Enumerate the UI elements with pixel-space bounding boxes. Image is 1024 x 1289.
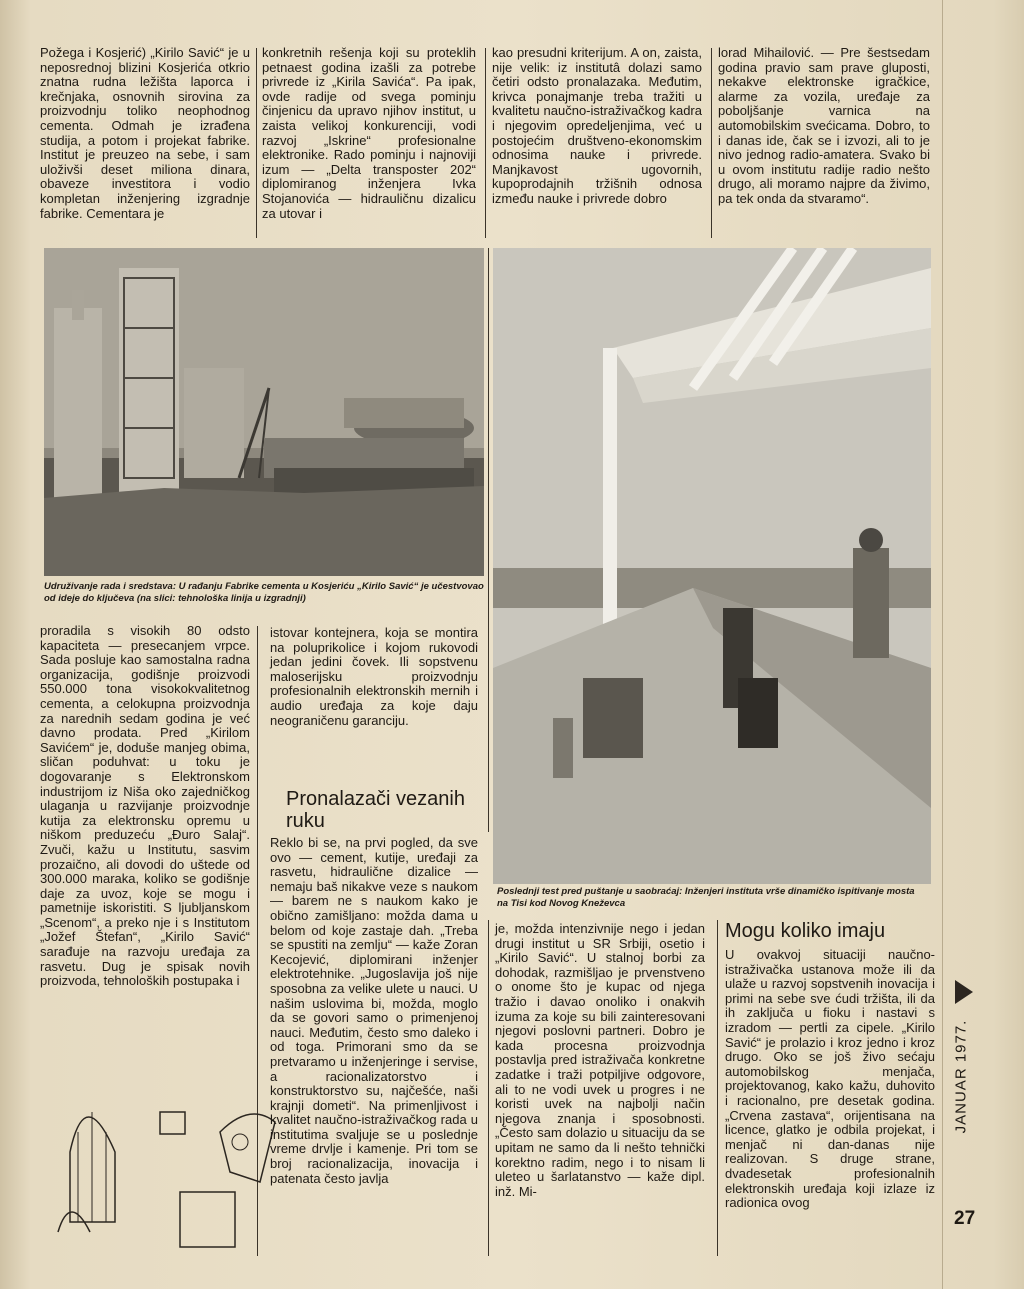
issue-date: JANUAR 1977. — [952, 1019, 970, 1134]
cartoon-illustration — [40, 1072, 285, 1252]
column-4-bottom: U ovakvoj situaciji naučno-istraživačka ustanova može ili da ulaže u razvoj sopstvenih inovacija i primi na sebe sve ćudi tržišta, ili da ih zaključa u fioku i nastavi s izradom — pertli za cipele. „Kirilo Savić“ je prolazio i kroz jedno i kroz drugo. Oko se još živo sećaju automobilskog menjača, projektovanog, kako kažu, duhovito i racionalno, pre desetak godina. „Crvena zastava“, orijentisana na licence, glatko je odbila projekat, i menjač ni dan-danas nije realizovan. S druge strane, dvadesetak profesionalnih elektronskih uređaja koji izlaze iz radionica ovog — [725, 947, 935, 1211]
cement-factory-photo — [44, 248, 484, 576]
column-4-top: lorad Mihailović. — Pre šestsedam godina pravio sam prave gluposti, nekakve elektronske igračkice, alarme za vozila, uređaje za poboljšanje varnica na automobilskim svećicama. Dobro, to i danas ide, čak se i izvozi, ali to je nivo jednog radio-amatera. Svako bi u ovom institutu radije radio nešto drugo, ali moramo najpre da živimo, pa tek onda da stvaramo“. — [718, 45, 930, 206]
column-rule — [485, 48, 486, 238]
bridge-test-photo — [493, 248, 931, 884]
column-1-bottom: proradila s visokih 80 odsto kapaciteta — presecanjem vrpce. Sada posluje kao samostalna radna organizacija, godišnje proizvodi 550.000 tona visokokvalitetnog cementa, a celokupna proizvodnja za narednih sedam godina je već davno prodata. Pred „Kirilom Savićem“ je, doduše manjeg obima, sličan poduhvat: u toku je dogovaranje s Elektronskom industrijom iz Niša oko zajedničkog ulaganja u razvijanje proizvodnje kutija za elektronsku opremu u niškom preduzeću „Đuro Salaj“. Zvuči, kažu u Institutu, sasvim prozaično, ali dovodi do uštede od 300.000 maraka, koliko se godišnje daje za uvoz, koje se mogu i pametnije iskoristiti. S ljubljanskom „Scenom“, a preko nje i s Institutom „Jožef Štefan“, „Kirilo Savić“ sarađuje na razvoju uređaja za rasvetu. Dug je spisak novih proizvoda, tehnoloških postupaka i — [40, 623, 250, 989]
photo-caption: Udruživanje rada i sredstava: U rađanju Fabrike cementa u Kosjeriću „Kirilo Savić“ je učestvovao od ideje do ključeva (na slici: tehnološka linija u izgradnji) — [44, 581, 484, 604]
photo-caption: Poslednji test pred puštanje u saobraćaj: Inženjeri instituta vrše dinamičko ispitivanje mosta na Tisi kod Novog Kneževca — [497, 886, 915, 909]
column-2-bottom-a: istovar kontejnera, koja se montira na poluprikolice i kojom rukovodi jedan jedini čovek. Ili sopstvenu maloserijsku proizvodnju profesionalnih elektronskih mernih i audio uređaja za koje daju neograničenu garanciju. — [270, 625, 478, 728]
bridge-illustration — [493, 248, 931, 884]
column-rule — [488, 248, 489, 832]
page-number: 27 — [954, 1208, 976, 1229]
arrow-right-icon — [955, 980, 973, 1004]
column-rule — [256, 48, 257, 238]
factory-illustration — [44, 248, 484, 576]
column-3-bottom: je, možda intenzivnije nego i jedan drugi institut u SR Srbiji, osetio i „Kirilo Savić“. U stalnoj borbi za dohodak, razmišljao je prvenstveno o onome što je kupac od njega tražio i davao onoliko i onakvih izuma za koje su bili zainteresovani njegovi poslovni partneri. Dobro je kada procesna proizvodnja postavlja pred istraživača konkretne zadatke i traži potpiljive odgovore, ali to ne vodi uvek u progres i ne koristi uvek na najbolji način njegova znanja i sposobnosti. „Često sam dolazio u situaciju da se upitam ne samo da li nešto tehnički korektno radim, nego i to nisam li uleteo u šarlatanstvo — kaže dipl. inž. Mi- — [495, 921, 705, 1199]
column-2-top: konkretnih rešenja koji su proteklih petnaest godina izašli za potrebe privrede iz „Kirila Savića“. Pa ipak, ovde radije od svega pominju činjenicu da upravo njihov institut, u zaista velikoj konkurenciji, vodi razvoj „Iskrine“ profesionalne elektronike. Rado pominju i najnoviji izum — „Delta transposter 202“ diplomiranog inženjera Ivka Stojanovića — hidrauličnu dizalicu za utovar i — [262, 45, 476, 221]
section-heading: Mogu koliko imaju — [725, 920, 886, 942]
column-3-top: kao presudni kriterijum. A on, zaista, nije velik: iz institutâ dolazi samo četiri odsto pronalazaka. Međutim, krivca ponajmanje treba tražiti u kvalitetu naučno-istraživačkog kadra i njegovim opredeljenjima, već u postojećim društveno-ekonomskim odnosima nauke i privrede. Manjkavost ugovornih, kupoprodajnih tržišnih odnosa između nauke i privrede dobro — [492, 45, 702, 206]
column-rule — [711, 48, 712, 238]
column-rule — [717, 920, 718, 1256]
section-heading: Pronalazači vezanih ruku — [286, 788, 465, 832]
column-2-bottom-b: Reklo bi se, na prvi pogled, da sve ovo — cement, kutije, uređaji za rasvetu, hidraulične dizalice — nemaju baš nikakve veze s naukom — barem ne s naukom kako je obično zamišljano: možda dama u belom od koje zastaje dah. „Treba se spustiti na zemlju“ — kaže Zoran Kecojević, diplomirani inženjer elektrotehnike. „Jugoslavija još nije sposobna za velike ulete u nauci. U našim uslovima bi, možda, moglo da se govori samo o primenjenoj nauci. Međutim, često smo daleko i od toga. Primorani smo da se pretvaramo u inženjeringe i servise, a racionalizatorstvo i konstruktorstvo su, najčešće, naši krajnji dometi“. Na primenljivost i kvalitet naučno-istraživačkog rada u institutima svaljuje se u poslednje vreme drvlje i kamenje. Pri tom se broj racionalizacija, inovacija i patenata često javlja — [270, 835, 478, 1186]
margin-rule — [942, 0, 943, 1289]
column-rule — [488, 920, 489, 1256]
column-1-top: Požega i Kosjerić) „Kirilo Savić“ je u neposrednoj blizini Kosjerića otkrio znatna rudna ležišta laporca i krečnjaka, osnovnih sirovina za proizvodnju toliko neophodnog cementa. Odmah je izrađena studija, a potom i projekat fabrike. Institut je preuzeo na sebe, i sam uloživši deset miliona dinara, obaveze investitora i vodio kompletan inženjering izgradnje fabrike. Cementara je — [40, 45, 250, 221]
